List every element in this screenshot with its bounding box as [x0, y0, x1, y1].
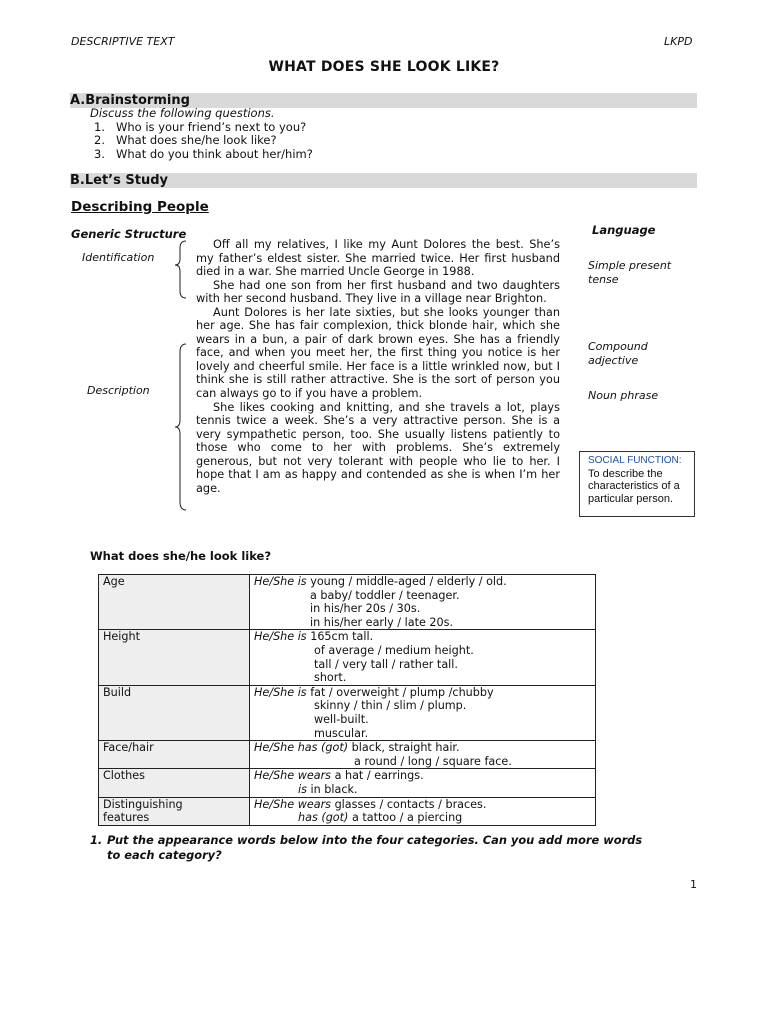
table-label-line: Distinguishing — [103, 797, 183, 811]
table-row-content — [250, 797, 596, 825]
question-text: Who is your friend’s next to you? — [116, 120, 307, 134]
social-function-heading: SOCIAL FUNCTION: — [588, 455, 682, 466]
table-line-lead: He/She has (got) — [254, 741, 349, 755]
identification-brace-icon — [175, 241, 186, 298]
table-line — [254, 630, 591, 644]
generic-structure-label: Generic Structure — [71, 227, 187, 241]
table-row-label — [99, 797, 250, 825]
table-line: a baby/ toddler / teenager. — [310, 588, 460, 602]
paragraph: Aunt Dolores is her late sixties, but she looks younger than her age. She has fair complexion, thick blonde hair, which she wears in a bun, a pair of dark brown eyes. She has a friendly face, and when you meet her, the first thing you notice is her lovely and cheerful smile. Her face is a little wrinkled now, but I think she is still rather attractive. She is the sort of person you can always go to if you have a problem. — [196, 305, 560, 401]
header-left: DESCRIPTIVE TEXT — [71, 35, 175, 48]
table-row-label: Age — [99, 575, 250, 630]
table-line — [254, 575, 591, 589]
table-line-lead: He/She is — [254, 685, 307, 699]
table-row — [99, 685, 596, 740]
table-line-lead: has (got) — [298, 811, 349, 825]
language-note-line: Simple present — [588, 259, 672, 272]
table-line: a round / long / square face. — [354, 754, 512, 768]
table-row-content — [250, 769, 596, 797]
paragraph: She likes cooking and knitting, and she travels a lot, plays tennis twice a week. She’s a very attractive person. She is a very sympathetic person, too. She usually listens patiently to those who come to her with problems. She’s extremely generous, but not very tolerant with people who lie to her. I hope that I am as happy and contended as she is when I’m her age. — [196, 400, 560, 495]
table-line: in his/her 20s / 30s. — [310, 602, 421, 616]
table-line: skinny / thin / slim / plump. — [314, 699, 467, 713]
table-line: muscular. — [314, 726, 369, 740]
language-note-line: tense — [588, 273, 619, 286]
table-line-lead: He/She is — [254, 630, 307, 644]
task-instruction — [90, 833, 702, 863]
table-row-content — [250, 741, 596, 769]
table-line-text: a hat / earrings. — [331, 769, 424, 783]
table-row-content — [250, 685, 596, 740]
question-text: What do you think about her/him? — [116, 147, 313, 161]
question-item — [94, 120, 306, 134]
section-a-heading-text: A.Brainstorming — [70, 93, 190, 108]
appearance-table — [98, 574, 596, 826]
page-title: WHAT DOES SHE LOOK LIKE? — [268, 59, 500, 75]
paragraph: Off all my relatives, I like my Aunt Dolores the best. She’s my father’s eldest sister. She married twice. Her first husband died in a war. She married Uncle George in 1988. — [196, 238, 560, 279]
question-item — [94, 147, 313, 161]
table-line-text: a tattoo / a piercing — [348, 811, 463, 825]
question-text: What does she/he look like? — [116, 133, 277, 147]
question-number: 3. — [94, 147, 105, 161]
paragraph: She had one son from her first husband and two daughters with her second husband. They live in a village near Brighton. — [196, 278, 560, 306]
table-row-content — [250, 575, 596, 630]
table-line — [254, 741, 591, 755]
table-line-lead: He/She wears — [254, 769, 332, 783]
question-number: 1. — [94, 120, 105, 134]
table-row — [99, 769, 596, 797]
task-line: to each category? — [107, 848, 222, 862]
description-label: Description — [87, 384, 150, 397]
question-number: 2. — [94, 133, 105, 147]
question-item — [94, 133, 277, 147]
table-line: in his/her early / late 20s. — [310, 615, 454, 629]
table-line: of average / medium height. — [314, 643, 474, 657]
language-note-simple-present — [588, 259, 671, 287]
table-row — [99, 630, 596, 685]
table-row-label: Clothes — [99, 769, 250, 797]
task-text: Put the appearance words below into the four categories. Can you add more words — [107, 833, 643, 847]
social-function-text: To describe the characteristics of a particular person. — [588, 467, 680, 505]
table-line-text: glasses / contacts / braces. — [331, 797, 487, 811]
table-line — [254, 686, 591, 700]
section-b-subheading: Describing People — [71, 199, 209, 215]
table-row — [99, 575, 596, 630]
table-row-content — [250, 630, 596, 685]
table-line — [254, 783, 591, 797]
table-line — [254, 811, 591, 825]
task-line — [90, 833, 702, 848]
table-line-text: fat / overweight / plump /chubby — [306, 685, 494, 699]
section-b-heading — [70, 173, 697, 188]
page-number: 1 — [690, 878, 697, 891]
identification-label: Identification — [82, 251, 155, 264]
table-line — [254, 769, 591, 783]
table-line-lead: He/She wears — [254, 797, 332, 811]
table-row-label: Face/hair — [99, 741, 250, 769]
table-line-text: black, straight hair. — [348, 741, 460, 755]
table-label-line: features — [103, 811, 150, 825]
language-label: Language — [592, 223, 656, 237]
task-number: 1. — [90, 833, 103, 847]
table-line: tall / very tall / rather tall. — [314, 657, 458, 671]
table-line-lead: is — [298, 782, 307, 796]
table-row-label: Height — [99, 630, 250, 685]
structure-braces — [172, 240, 192, 520]
table-line: well-built. — [314, 712, 369, 726]
header-right: LKPD — [664, 35, 693, 48]
descriptive-text — [196, 238, 560, 495]
table-line-text: 165cm tall. — [306, 630, 374, 644]
language-note-compound — [588, 340, 648, 368]
section-a-intro: Discuss the following questions. — [90, 106, 275, 120]
section-b-heading-text: B.Let’s Study — [70, 173, 168, 188]
social-function-box — [579, 451, 695, 517]
table-heading: What does she/he look like? — [90, 549, 272, 563]
table-line-text: young / middle-aged / elderly / old. — [306, 575, 507, 588]
table-line-text: in black. — [306, 782, 358, 796]
language-note-noun-phrase: Noun phrase — [588, 389, 659, 402]
description-brace-icon — [175, 344, 186, 510]
table-line: short. — [314, 671, 347, 685]
language-note-line: Compound — [588, 340, 648, 353]
language-note-line: adjective — [588, 354, 639, 367]
table-line-lead: He/She is — [254, 575, 307, 588]
table-line — [254, 798, 591, 812]
table-row — [99, 741, 596, 769]
table-row — [99, 797, 596, 825]
table-row-label: Build — [99, 685, 250, 740]
